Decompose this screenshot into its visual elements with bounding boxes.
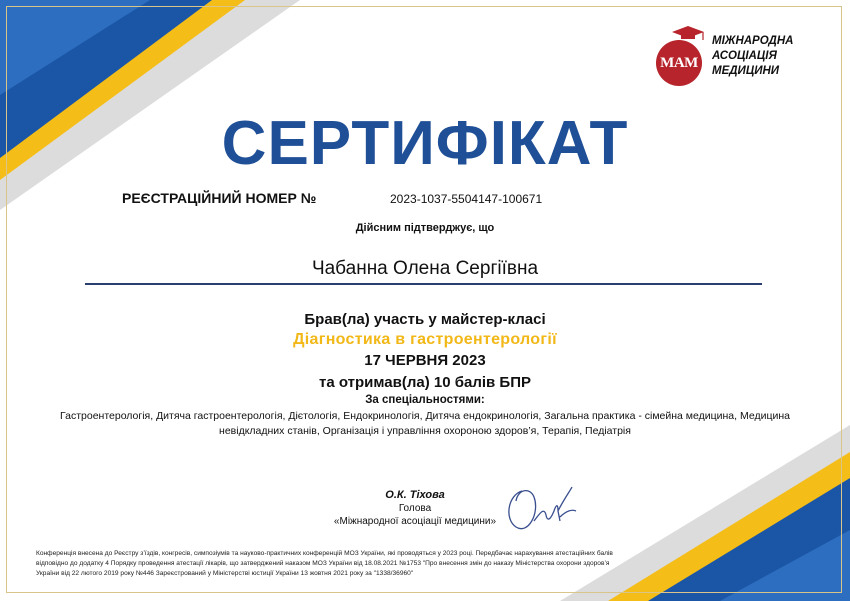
certificate-title: СЕРТИФІКАТ bbox=[221, 109, 629, 178]
logo-line-1: МІЖНАРОДНА bbox=[712, 35, 794, 47]
confirmation-text: Дійсним підтверджує, що bbox=[355, 222, 495, 234]
specialties-list: Гастроентерологія, Дитяча гастроентерологія, Дієтологія, Ендокринологія, Дитяча ендокринологія, Загальна практика - сімейна медицина, Медицина невідкладних станів, Організація і управління охороною здоров’я, Терапія, Педіатрія bbox=[60, 410, 790, 437]
logo-text bbox=[712, 34, 793, 79]
logo-emblem: МАМ bbox=[656, 40, 702, 86]
handwritten-signature bbox=[500, 477, 580, 537]
registration-number: 2023-1037-5504147-100671 bbox=[390, 192, 543, 206]
signer-name: О.К. Тіхова bbox=[385, 489, 445, 501]
registration-label: РЕЄСТРАЦІЙНИЙ НОМЕР № bbox=[122, 190, 317, 206]
specialties-label: За спеціальностями: bbox=[365, 394, 485, 406]
signer-organization: «Міжнародної асоціації медицини» bbox=[333, 516, 497, 527]
mam-logo bbox=[656, 26, 806, 84]
participation-text: Брав(ла) участь у майстер-класі bbox=[304, 311, 546, 328]
points-text: та отримав(ла) 10 балів БПР bbox=[319, 374, 531, 391]
name-underline bbox=[85, 283, 762, 285]
legal-footnote: Конференція внесена до Реєстру з’їздів, конгресів, симпозіумів та науково-практичних конференцій МОЗ України, які проводяться у 2023 році. Передбачає нарахування атестаційних балів відповідно до додатку 4 Порядку проведення атестації лікарів, що затверджений наказом МОЗ України від 18.08.2021 №1753 "Про внесення змін до наказу Міністерства охорони здоров’я України від 22 лютого 2019 року №446 Зареєстрований у Міністерстві юстиції України 13 жовтня 2021 року за "1338/36960" bbox=[36, 550, 613, 577]
recipient-name: Чабанна Олена Сергіївна bbox=[311, 258, 539, 279]
signer-position: Голова bbox=[398, 503, 432, 514]
signer-block bbox=[330, 489, 500, 528]
event-date: 17 ЧЕРВНЯ 2023 bbox=[364, 352, 486, 369]
course-title: Діагностика в гастроентерології bbox=[293, 331, 557, 348]
logo-line-2: АСОЦІАЦІЯ bbox=[712, 50, 777, 62]
registration-row bbox=[122, 190, 543, 206]
logo-line-3: МЕДИЦИНИ bbox=[712, 65, 780, 77]
